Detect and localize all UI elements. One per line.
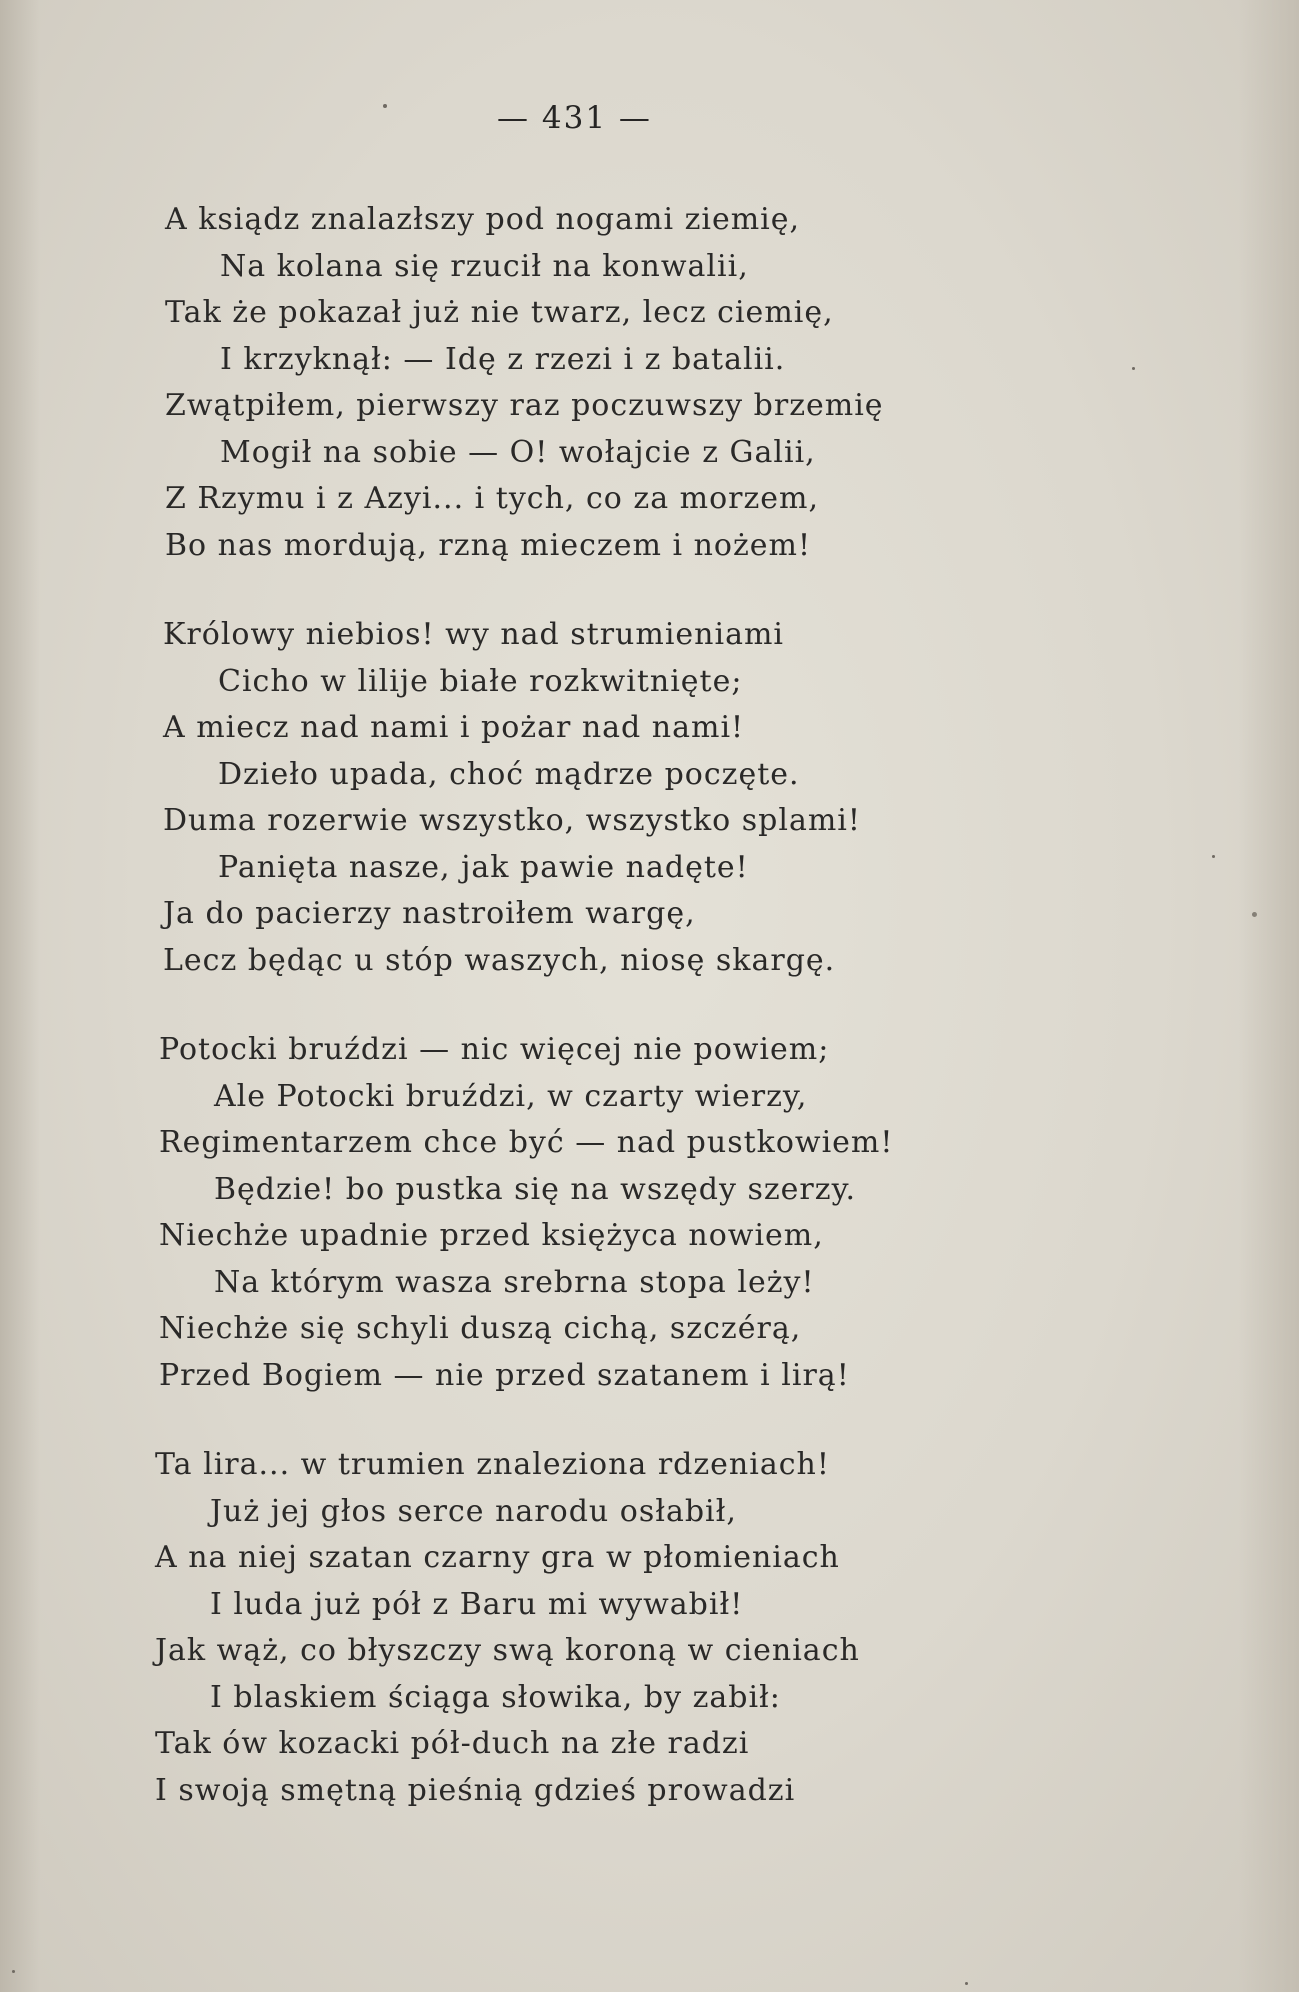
verse-line: Z Rzymu i z Azyi... i tych, co za morzem, (165, 481, 820, 516)
verse-line: Tak że pokazał już nie twarz, lecz ciemię, (165, 295, 834, 330)
paper-speck (383, 104, 387, 108)
paper-speck (1252, 912, 1257, 917)
verse-line: Bo nas mordują, rzną mieczem i nożem! (165, 527, 812, 563)
verse-line: Lecz będąc u stóp waszych, niosę skargę. (163, 942, 836, 978)
verse-line: Jak wąż, co błyszczy swą koroną w cieniach (155, 1633, 860, 1668)
stanza-2 (163, 612, 1165, 984)
stanza-1 (165, 197, 1165, 569)
verse-line: Niechże się schyli duszą cichą, szczérą, (159, 1311, 802, 1346)
verse-line: A na niej szatan czarny gra w płomieniach (155, 1540, 840, 1575)
verse-line: Tak ów kozacki pół-duch na złe radzi (155, 1726, 750, 1761)
verse-line: I luda już pół z Baru mi wywabił! (210, 1586, 744, 1622)
paper-speck (965, 1982, 968, 1985)
verse-line: Dzieło upada, choć mądrze poczęte. (218, 756, 800, 792)
paper-speck (1132, 367, 1135, 370)
stanza-4 (155, 1442, 1165, 1814)
verse-line: Ale Potocki bruździ, w czarty wierzy, (214, 1078, 808, 1114)
verse-line: Ja do pacierzy nastroiłem wargę, (163, 896, 696, 931)
verse-line: Panięta nasze, jak pawie nadęte! (218, 849, 749, 885)
verse-line: Na którym wasza srebrna stopa leży! (214, 1264, 815, 1300)
verse-line: Przed Bogiem — nie przed szatanem i lirą! (159, 1357, 850, 1393)
verse-line: I krzyknął: — Idę z rzezi i z batalii. (220, 341, 786, 377)
stanza-3 (159, 1027, 1165, 1399)
verse-line: Duma rozerwie wszystko, wszystko splami! (163, 803, 861, 838)
verse-line: Niechże upadnie przed księżyca nowiem, (159, 1218, 824, 1253)
page-number: — 431 — (497, 100, 652, 136)
verse-line: I blaskiem ściąga słowika, by zabił: (210, 1679, 781, 1715)
verse-line: Królowy niebios! wy nad strumieniami (163, 617, 785, 652)
verse-line: A miecz nad nami i pożar nad nami! (163, 710, 745, 745)
verse-line: Już jej głos serce narodu osłabił, (210, 1493, 737, 1529)
verse-line: Regimentarzem chce być — nad pustkowiem! (159, 1125, 894, 1160)
verse-line: Na kolana się rzucił na konwalii, (220, 248, 749, 284)
verse-line: Potocki bruździ — nic więcej nie powiem; (159, 1032, 830, 1067)
paper-speck (1212, 855, 1215, 858)
verse-line: I swoją smętną pieśnią gdzieś prowadzi (155, 1772, 796, 1808)
verse-line: Ta lira... w trumien znaleziona rdzeniach! (155, 1447, 830, 1482)
verse-line: Zwątpiłem, pierwszy raz poczuwszy brzemię (165, 388, 884, 423)
poem-text (155, 197, 1165, 1857)
verse-line: Mogił na sobie — O! wołajcie z Galii, (220, 434, 816, 470)
paper-speck (12, 1970, 15, 1973)
verse-line: Będzie! bo pustka się na wszędy szerzy. (214, 1171, 857, 1207)
verse-line: Cicho w lilije białe rozkwitnięte; (218, 663, 743, 699)
verse-line: A ksiądz znalazłszy pod nogami ziemię, (165, 202, 801, 237)
